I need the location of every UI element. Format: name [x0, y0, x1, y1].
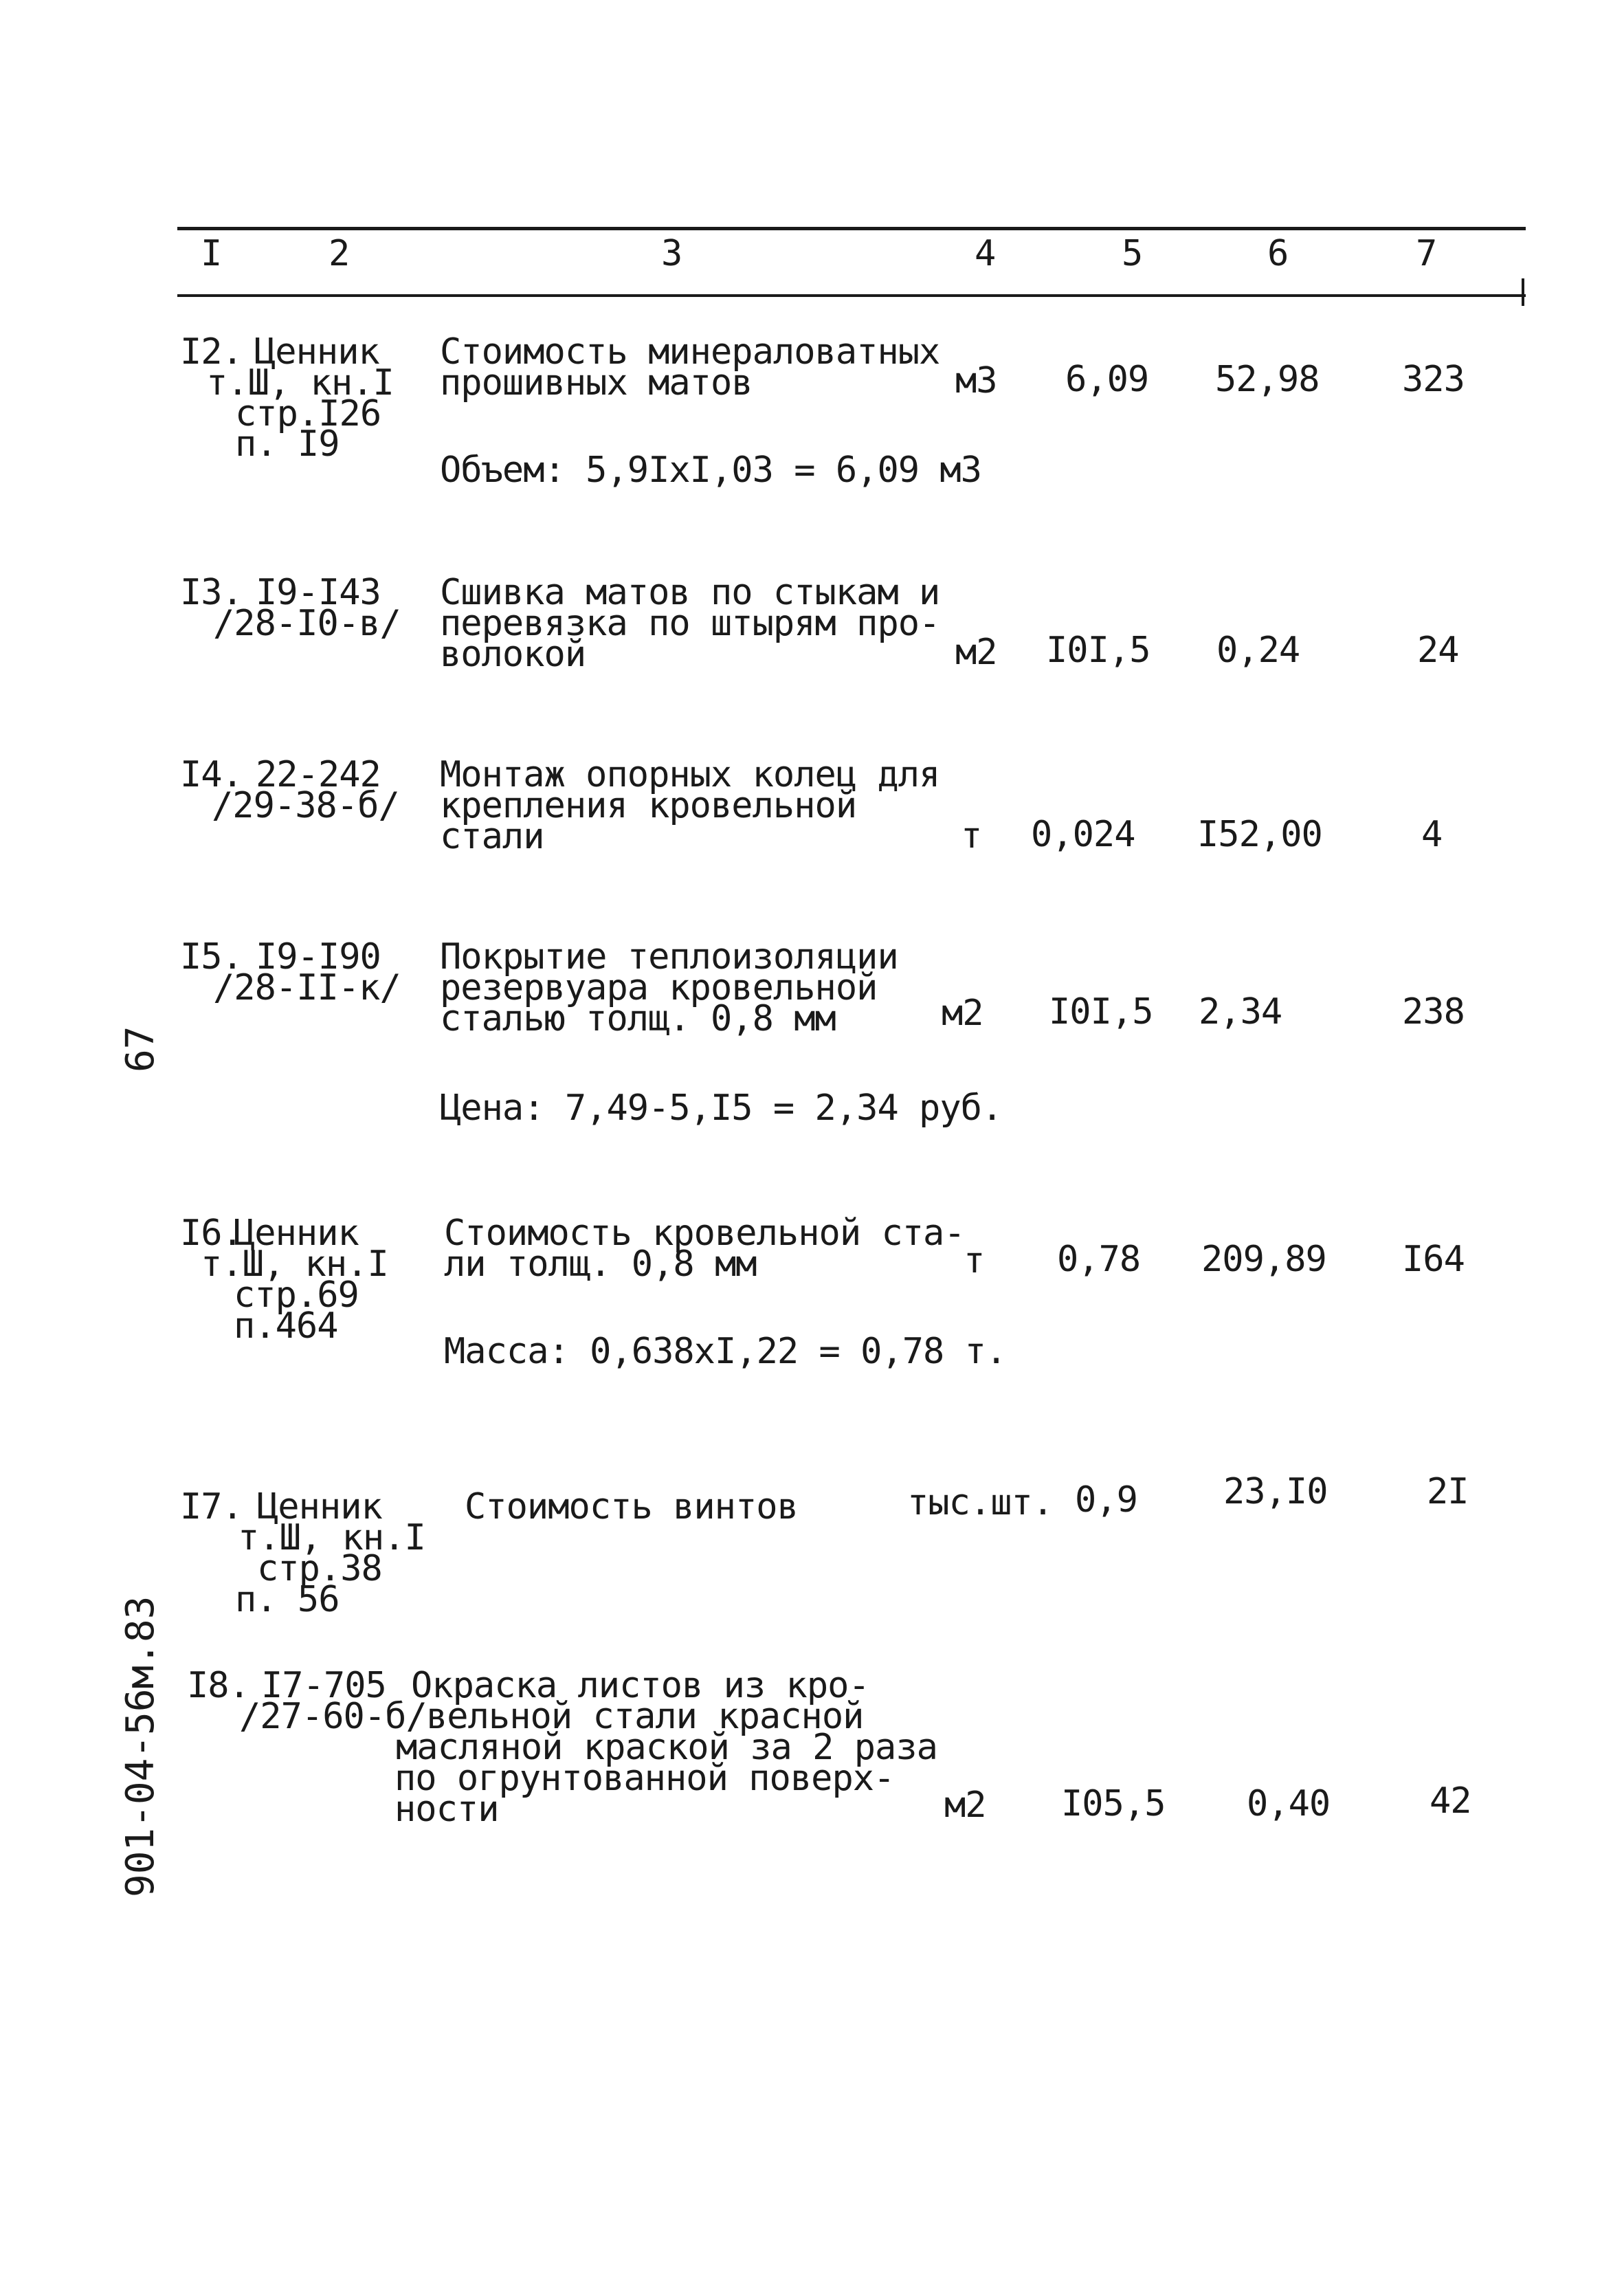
- row-12-price: 52,98: [1215, 359, 1320, 400]
- row-17-code-3: стр.38: [257, 1548, 382, 1589]
- row-15-code-1: I9-I90: [256, 936, 381, 978]
- row-12-desc-1: Стоимость минераловатных: [440, 331, 940, 373]
- row-12-unit: м3: [955, 360, 997, 401]
- row-12-qty: 6,09: [1065, 359, 1149, 400]
- row-18-desc-4: по огрунтованной поверх-: [394, 1758, 895, 1799]
- row-12-code-4: п. I9: [235, 423, 340, 465]
- row-17-qty: 0,9: [1075, 1479, 1137, 1521]
- row-18-code-2: /27-60-б/: [239, 1696, 427, 1737]
- margin-document-code: 901-04-56м.83: [118, 1596, 163, 1897]
- row-15-qty: I0I,5: [1049, 991, 1153, 1033]
- row-16-total: I64: [1402, 1239, 1465, 1280]
- row-18-unit: м2: [944, 1785, 986, 1826]
- row-15-num: I5.: [180, 936, 243, 978]
- row-18-desc-1: Окраска листов из кро-: [411, 1665, 869, 1706]
- row-14-unit: т: [961, 815, 982, 857]
- header-col-6: 6: [1267, 233, 1289, 274]
- row-18-desc-3: масляной краской за 2 раза: [396, 1727, 937, 1768]
- row-13-price: 0,24: [1216, 630, 1300, 671]
- row-15-price: 2,34: [1199, 991, 1282, 1033]
- row-16-desc-2: ли толщ. 0,8 мм: [444, 1244, 757, 1285]
- row-14-code-1: 22-242: [256, 754, 381, 795]
- header-col-2: 2: [329, 233, 350, 274]
- row-12-note: Объем: 5,9IхI,03 = 6,09 м3: [440, 450, 981, 491]
- row-18-desc-2: вельной стали красной: [426, 1696, 864, 1737]
- row-12-code-2: т.Ш, кн.I: [206, 362, 394, 404]
- header-top-rule: [177, 227, 1526, 230]
- row-16-code-1: Ценник: [234, 1213, 359, 1254]
- row-17-price: 23,I0: [1223, 1471, 1328, 1512]
- header-col-4: 4: [975, 233, 996, 274]
- row-16-code-3: стр.69: [234, 1274, 359, 1316]
- row-14-desc-2: крепления кровельной: [440, 785, 857, 826]
- row-17-total: 2I: [1427, 1471, 1469, 1512]
- row-12-total: 323: [1402, 359, 1465, 400]
- row-12-desc-2: прошивных матов: [440, 362, 753, 404]
- row-13-desc-2: перевязка по штырям про-: [440, 603, 940, 644]
- row-13-desc-1: Сшивка матов по стыкам и: [440, 572, 940, 613]
- row-15-note: Цена: 7,49-5,I5 = 2,34 руб.: [440, 1088, 1003, 1129]
- row-16-price: 209,89: [1201, 1239, 1326, 1280]
- row-14-price: I52,00: [1197, 814, 1322, 855]
- row-17-desc-1: Стоимость винтов: [465, 1486, 798, 1527]
- header-right-tick: [1522, 278, 1524, 306]
- row-13-num: I3.: [180, 572, 243, 613]
- row-12-code-3: стр.I26: [235, 393, 381, 434]
- row-16-qty: 0,78: [1057, 1239, 1141, 1280]
- row-17-code-1: Ценник: [257, 1486, 382, 1527]
- row-15-desc-2: резервуара кровельной: [440, 967, 878, 1008]
- row-14-desc-3: стали: [440, 816, 544, 857]
- row-16-code-2: т.Ш, кн.I: [201, 1244, 388, 1285]
- row-18-code-1: I7-705: [261, 1665, 386, 1706]
- row-18-total: 42: [1430, 1780, 1471, 1822]
- margin-page-number: 67: [118, 1026, 163, 1072]
- row-14-total: 4: [1421, 814, 1443, 855]
- header-col-1: I: [201, 233, 222, 274]
- row-12-num: I2.: [180, 331, 243, 373]
- row-14-code-2: /29-38-б/: [212, 785, 399, 826]
- row-15-desc-1: Покрытие теплоизоляции: [440, 936, 898, 978]
- row-17-code-2: т.Ш, кн.I: [238, 1517, 425, 1558]
- row-14-qty: 0,024: [1031, 814, 1135, 855]
- header-col-5: 5: [1122, 233, 1143, 274]
- row-15-unit: м2: [942, 993, 983, 1034]
- row-16-desc-1: Стоимость кровельной ста-: [444, 1213, 965, 1254]
- row-18-num: I8.: [187, 1665, 249, 1706]
- row-13-unit: м2: [955, 632, 997, 673]
- row-14-desc-1: Монтаж опорных колец для: [440, 754, 940, 795]
- row-16-unit: т: [964, 1240, 985, 1281]
- row-12-code-1: Ценник: [254, 331, 379, 373]
- row-13-code-2: /28-I0-в/: [213, 603, 401, 644]
- row-17-unit: тыс.шт.: [907, 1482, 1054, 1523]
- header-col-7: 7: [1416, 233, 1437, 274]
- row-16-code-4: п.464: [234, 1305, 338, 1347]
- row-13-total: 24: [1417, 630, 1459, 671]
- header-bottom-rule: [177, 294, 1526, 297]
- row-16-num: I6.: [180, 1213, 243, 1254]
- row-18-qty: I05,5: [1061, 1783, 1166, 1824]
- row-18-desc-5: ности: [394, 1789, 499, 1830]
- row-15-desc-3: сталью толщ. 0,8 мм: [440, 998, 836, 1039]
- row-14-num: I4.: [180, 754, 243, 795]
- row-13-code-1: I9-I43: [256, 572, 381, 613]
- row-16-note: Масса: 0,638хI,22 = 0,78 т.: [444, 1331, 1007, 1372]
- row-15-code-2: /28-II-к/: [213, 967, 401, 1008]
- row-15-total: 238: [1402, 991, 1465, 1033]
- row-13-qty: I0I,5: [1046, 630, 1150, 671]
- row-13-desc-3: волокой: [440, 634, 586, 675]
- row-18-price: 0,40: [1247, 1783, 1331, 1824]
- row-17-code-4: п. 56: [235, 1579, 340, 1620]
- row-17-num: I7.: [180, 1486, 243, 1527]
- header-col-3: 3: [661, 233, 682, 274]
